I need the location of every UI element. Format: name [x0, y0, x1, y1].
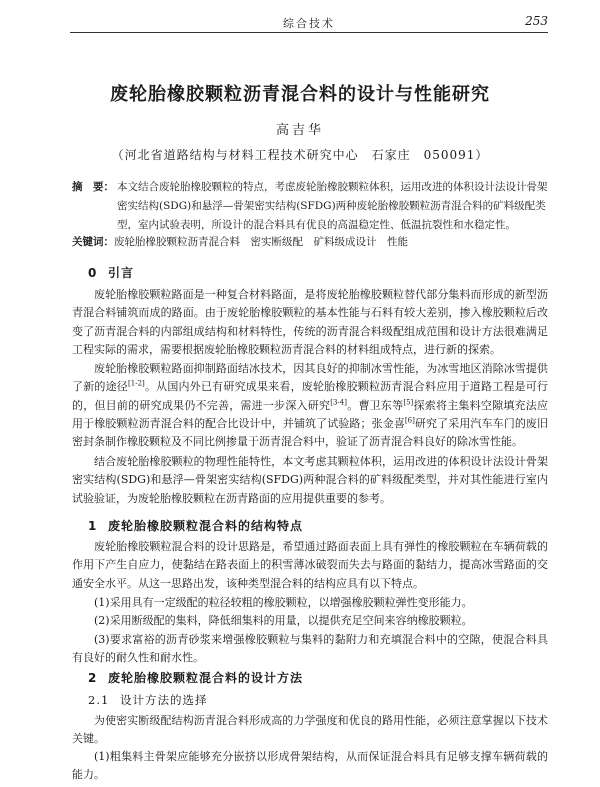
- list-item: (1)粗集料主骨架应能够充分嵌挤以形成骨架结构，从而保证混合料具有足够支撑车辆荷载的能力。: [72, 750, 548, 782]
- text-run: 研究了采用汽车车门的废旧密封条制作橡胶颗粒及不同比例掺量于沥青混合料中，验证了沥青混合料良好的除冰雪性能。: [72, 416, 549, 449]
- text-run: 废轮胎橡胶颗粒混合料的设计思路是，希望通过路面表面上具有弹性的橡胶颗粒在车辆荷载的作用下产生自应力，使黏结在路表面上的积雪薄冰破裂而失去与路面的黏结力，提高冰雪路面的交通安全水平。从这一思路出发，该种类型混合料的结构应具有以下特点。: [72, 540, 548, 590]
- list-item: (1)采用具有一定级配的粒径较粗的橡胶颗粒，以增强橡胶颗粒弹性变形能力。: [94, 596, 473, 609]
- section-number: 0: [88, 266, 98, 280]
- abstract: [72, 178, 548, 235]
- section-title: 废轮胎橡胶颗粒混合料的设计方法: [108, 671, 304, 685]
- paragraph: [72, 360, 548, 451]
- keywords-label: 关键词：: [72, 236, 114, 248]
- keywords: [72, 233, 548, 252]
- citation-marker: [5]: [403, 397, 414, 406]
- text-run: 。从国内外已有研究成果来看，废轮胎橡胶颗粒沥青混合料应用于道路工程是可行的，但目前的研究成果仍不完善，需进一步深入研究: [72, 380, 549, 412]
- section-title: 废轮胎橡胶颗粒混合料的结构特点: [108, 519, 304, 533]
- subsection-title: 设计方法的选择: [120, 693, 208, 707]
- page-number: 253: [525, 14, 548, 28]
- author: 高吉华: [275, 123, 324, 138]
- page-header: [70, 14, 548, 33]
- paragraph: [72, 453, 548, 508]
- paper-title: 废轮胎橡胶颗粒沥青混合料的设计与性能研究: [110, 84, 490, 105]
- text-run: 废轮胎橡胶颗粒路面抑制路面结冰技术，因其良好的抑制冰雪性能，为冰雪地区消除冰雪提供了新的途径: [72, 362, 548, 394]
- list: [72, 594, 548, 667]
- affiliation: （河北省道路结构与材料工程技术研究中心 石家庄 050091）: [111, 148, 489, 162]
- paragraph: [72, 286, 548, 359]
- abstract-text: 本文结合废轮胎橡胶颗粒的特点，考虑废轮胎橡胶颗粒体积，运用改进的体积设计法设计骨架密实结构(SDG)和悬浮—骨架密实结构(SFDG)两种废轮胎橡胶颗粒沥青混合料的矿料级配类型，室内试验表明，所设计的混合料具有优良的高温稳定性、低温抗裂性和水稳定性。: [117, 181, 548, 231]
- paragraph: 为使密实断级配结构沥青混合料形成高的力学强度和优良的路用性能，必须注意掌握以下技术关键。: [72, 714, 548, 746]
- text-run: 探索将主集料空隙填充法应用于橡胶颗粒沥青混合料的配合比设计中，并铺筑了试验路；张金喜: [72, 398, 549, 430]
- keywords-text: 废轮胎橡胶颗粒沥青混合料 密实断级配 矿料级成设计 性能: [114, 236, 408, 248]
- section-number: 1: [88, 519, 98, 533]
- list: [72, 748, 548, 785]
- subsection-number: 2.1: [88, 693, 110, 707]
- citation-marker: [6]: [404, 416, 415, 425]
- text-run: 结合废轮胎橡胶颗粒的物理性能特性，本文考虑其颗粒体积，运用改进的体积设计法设计骨架密实结构(SDG)和悬浮—骨架密实结构(SFDG)两种混合料的矿料级配类型，并对其性能进行室内试验验证，为废轮胎橡胶颗粒在沥青路面的应用提供重要的参考。: [72, 455, 548, 505]
- subsection-heading-2-1: [88, 692, 208, 708]
- paragraph: [72, 538, 548, 593]
- citation-marker: [1-2]: [128, 379, 145, 388]
- text-run: 废轮胎橡胶颗粒路面是一种复合材料路面，是将废轮胎橡胶颗粒替代部分集料而形成的新型沥青混合料铺筑而成的路面。由于废轮胎橡胶颗粒的基本性能与石料有较大差别，掺入橡胶颗粒后改变了沥青混合料的内部组成结构和材料特性，传统的沥青混合料级配组成范围和设计方法很难满足工程实际的需求，需要根据废轮胎橡胶颗粒沥青混合料的材料组成特点，进行新的探索。: [72, 288, 548, 356]
- text-run: 。曹卫东等: [346, 398, 404, 412]
- running-title: 综合技术: [283, 17, 335, 30]
- section-heading-2: [88, 669, 303, 686]
- section-title: 引言: [108, 266, 135, 280]
- list-item: (2)采用断级配的集料，降低细集料的用量，以提供充足空间来容纳橡胶颗粒。: [94, 614, 473, 628]
- section-number: 2: [88, 671, 98, 685]
- citation-marker: [3-4]: [330, 397, 347, 406]
- section-heading-1: [88, 517, 303, 534]
- list-item: (3)要求富裕的沥青砂浆来增强橡胶颗粒与集料的黏附力和充填混合料中的空隙，使混合料具有良好的耐久性和耐水性。: [72, 632, 548, 664]
- abstract-label: 摘 要：: [72, 181, 114, 193]
- section-heading-0: [88, 264, 134, 281]
